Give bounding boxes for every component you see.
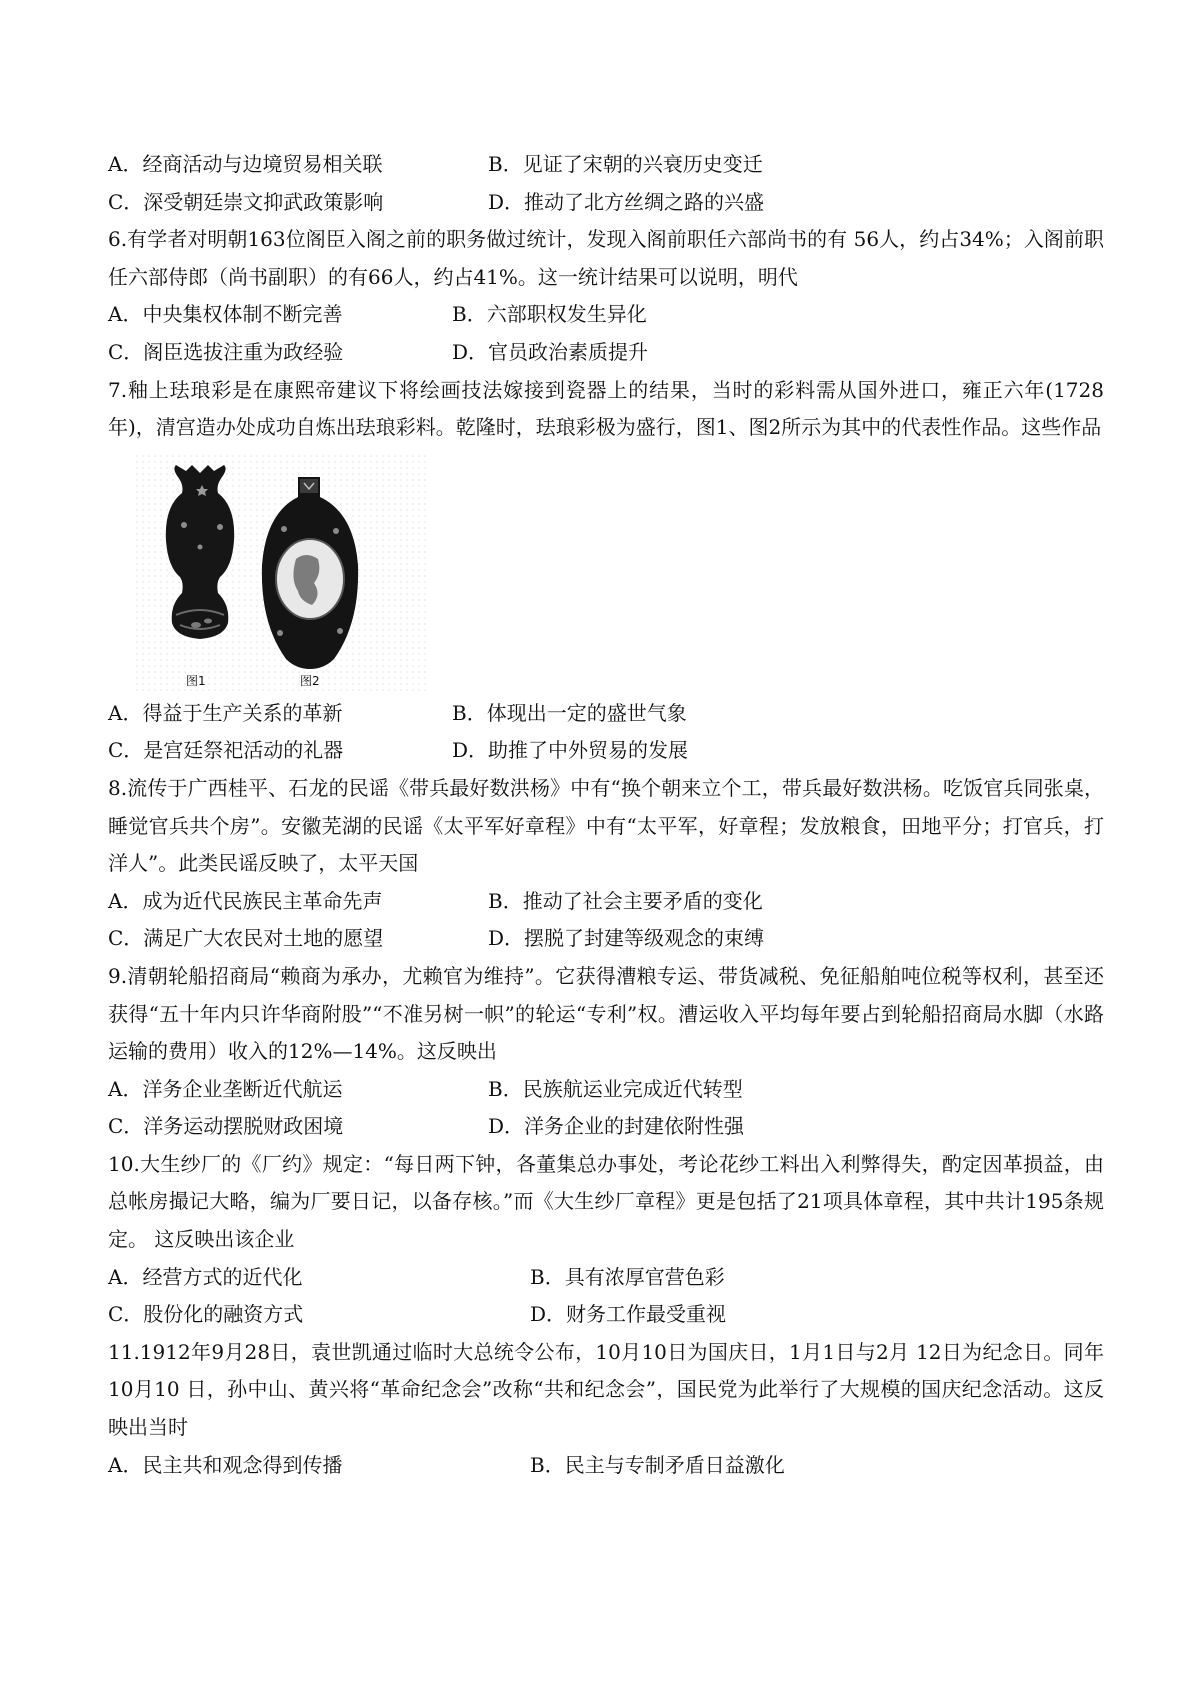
q6-option-b: B．六部职权发生异化 — [452, 302, 647, 327]
q9-option-c: C．洋务运动摆脱财政困境 — [108, 1114, 344, 1139]
page-content — [108, 146, 1104, 1484]
q5-option-a: A．经商活动与边境贸易相关联 — [108, 152, 383, 176]
q10-option-d: D．财务工作最受重视 — [530, 1302, 727, 1327]
q7-option-b: B．体现出一定的盛世气象 — [452, 700, 687, 725]
q10-option-c: C．股份化的融资方式 — [108, 1302, 304, 1327]
q9-stem: 9.清朝轮船招商局“赖商为承办，尤赖官为维持”。它获得漕粮专运、带货减税、免征船舶吨位税等权利，甚至还获得“五十年内只许华商附股”“不准另树一帜”的轮运“专利”权。漕运收入平均每年要占到轮船招商局水脚（水路运输的费用）收入的12%—14%。这反映出 — [108, 963, 1104, 1064]
q7-stem: 7.釉上珐琅彩是在康熙帝建议下将绘画技法嫁接到瓷器上的结果，当时的彩料需从国外进口，雍正六年(1728年)，清宫造办处成功自炼出珐琅彩料。乾隆时，珐琅彩极为盛行，图1、图2所示为其中的代表性作品。这些作品 — [108, 377, 1104, 440]
q9-option-d: D．洋务企业的封建依附性强 — [488, 1114, 745, 1139]
q10-options-row1 — [108, 1259, 1104, 1297]
q7-option-c: C．是宫廷祭祀活动的礼器 — [108, 738, 344, 763]
q6-option-a: A．中央集权体制不断完善 — [108, 302, 343, 327]
q8-option-a: A．成为近代民族民主革命先声 — [108, 888, 383, 913]
q7-option-d: D．助推了中外贸易的发展 — [452, 738, 689, 763]
q10-option-a: A．经营方式的近代化 — [108, 1264, 303, 1289]
q9-option-a: A．洋务企业垄断近代航运 — [108, 1076, 343, 1101]
q8-options-row1 — [108, 883, 1104, 921]
q6-options-row1 — [108, 296, 1104, 334]
q11-options-row1 — [108, 1447, 1104, 1485]
q5-options-row1 — [108, 146, 1104, 184]
q9-options-row2 — [108, 1108, 1104, 1146]
q7-option-a: A．得益于生产关系的革新 — [108, 700, 343, 725]
q7-options-row1 — [108, 695, 1104, 733]
q6-option-d: D．官员政治素质提升 — [452, 339, 649, 364]
q5-options-row2 — [108, 184, 1104, 222]
q9-option-b: B．民族航运业完成近代转型 — [488, 1076, 743, 1101]
q6-options-row2 — [108, 334, 1104, 372]
q11-option-b: B．民主与专制矛盾日益激化 — [530, 1452, 785, 1477]
q8-option-d: D．摆脱了封建等级观念的束缚 — [488, 926, 765, 951]
q7-figure — [136, 455, 428, 691]
q5-option-c: C．深受朝廷崇文抑武政策影响 — [108, 189, 384, 214]
figure-1-caption: 图1 — [186, 673, 206, 688]
q5-option-d: D．推动了北方丝绸之路的兴盛 — [488, 189, 765, 214]
q6-option-c: C．阁臣选拔注重为政经验 — [108, 339, 344, 364]
figure-2-caption: 图2 — [300, 673, 320, 688]
q8-options-row2 — [108, 920, 1104, 958]
q6-stem: 6.有学者对明朝163位阁臣入阁之前的职务做过统计，发现入阁前职任六部尚书的有 56人，约占34%；入阁前职任六部侍郎（尚书副职）的有66人，约占41%。这一统计结果可以说明，明代 — [108, 227, 1104, 289]
q10-options-row2 — [108, 1296, 1104, 1334]
q5-option-b: B．见证了宋朝的兴衰历史变迁 — [488, 152, 763, 176]
vases-image — [136, 455, 428, 691]
q9-options-row1 — [108, 1071, 1104, 1109]
q11-option-a: A．民主共和观念得到传播 — [108, 1452, 343, 1477]
q7-options-row2 — [108, 732, 1104, 770]
q8-stem: 8.流传于广西桂平、石龙的民谣《带兵最好数洪杨》中有“换个朝来立个工，带兵最好数洪杨。吃饭官兵同张桌，睡觉官兵共个房”。安徽芜湖的民谣《太平军好章程》中有“太平军，好章程；发放粮食，田地平分；打官兵，打洋人”。此类民谣反映了，太平天国 — [108, 775, 1104, 876]
q8-option-b: B．推动了社会主要矛盾的变化 — [488, 888, 763, 913]
q10-option-b: B．具有浓厚官营色彩 — [530, 1264, 725, 1289]
q8-option-c: C．满足广大农民对土地的愿望 — [108, 926, 384, 951]
q10-stem: 10.大生纱厂的《厂约》规定：“每日两下钟，各董集总办事处，考论花纱工料出入利弊得失，酌定因革损益，由总帐房撮记大略，编为厂要日记，以备存核。”而《大生纱厂章程》更是包括了21项具体章程，其中共计195条规定。 这反映出该企业 — [108, 1151, 1104, 1252]
q11-stem: 11.1912年9月28日，袁世凯通过临时大总统令公布，10月10日为国庆日，1月1日与2月 12日为纪念日。同年10月10 日，孙中山、黄兴将“革命纪念会”改称“共和纪念会”，国民党为此举行了大规模的国庆纪念活动。这反映出当时 — [108, 1339, 1104, 1440]
